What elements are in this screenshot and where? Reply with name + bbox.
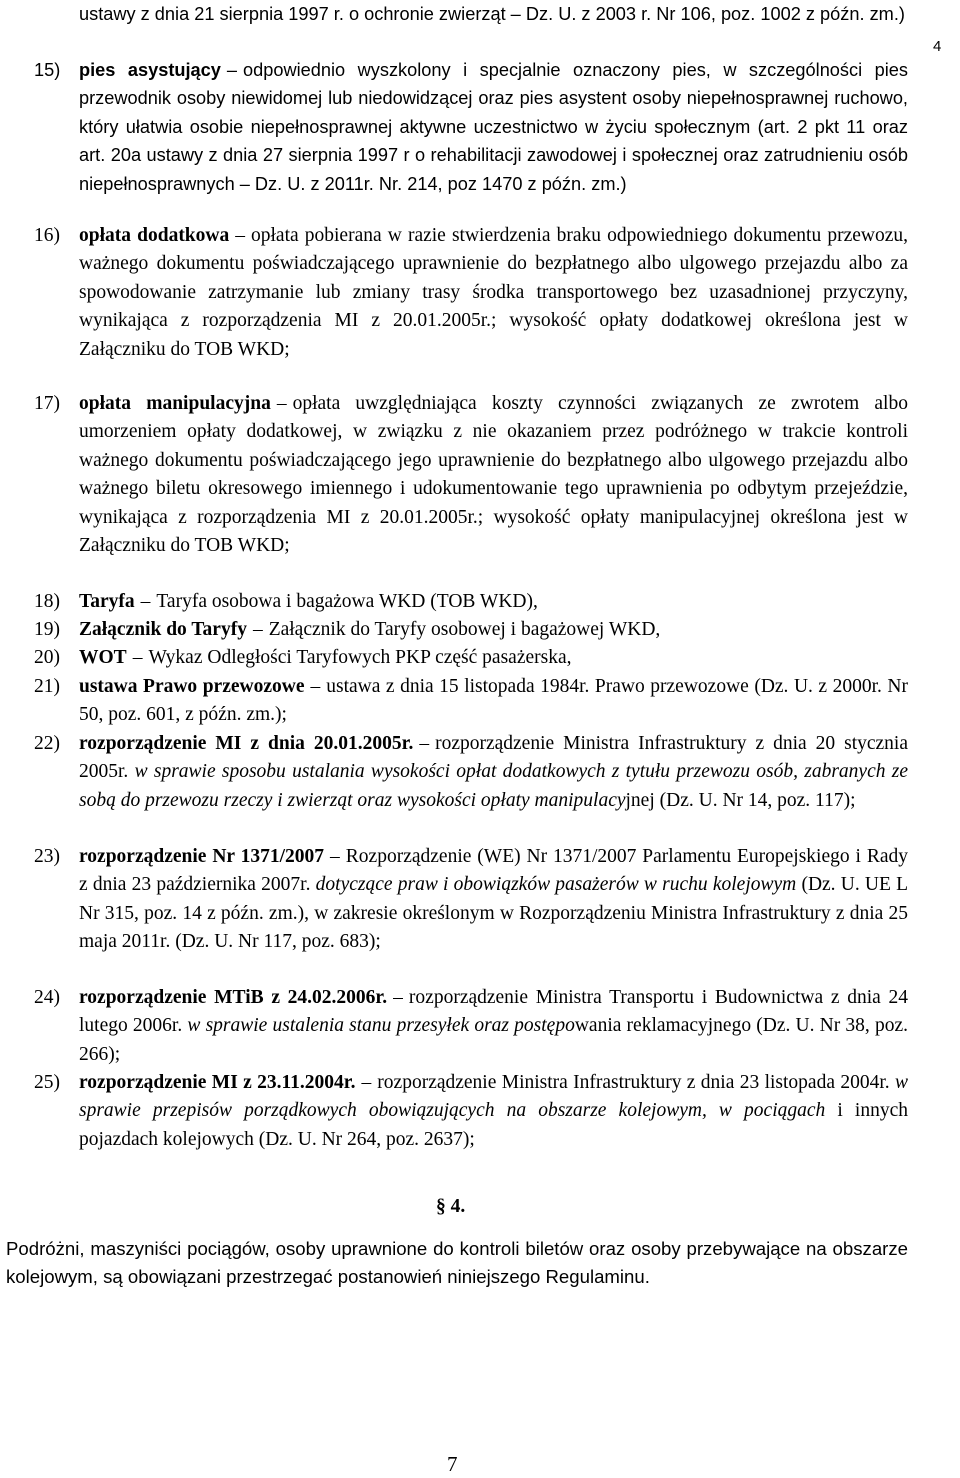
dash: – (361, 1072, 372, 1093)
dash: – (393, 987, 403, 1008)
definition-tail: jnej (Dz. U. Nr 14, poz. 117); (625, 789, 856, 811)
item-number: 17) (34, 393, 60, 414)
definition-item (34, 1069, 908, 1154)
continuation-text: ustawy z dnia 21 sierpnia 1997 r. o ochronie zwierząt – Dz. U. z 2003 r. Nr 106, poz. 1002 z późn. zm.) (79, 4, 905, 24)
definition-item (34, 616, 908, 644)
section-heading: § 4. (436, 1196, 466, 1217)
item-number: 15) (34, 60, 61, 80)
dash: – (226, 60, 238, 80)
definition-text: opłata uwzględniająca koszty czynności związanych ze zwrotem albo umorzeniem opłaty dodatkowej, w związku z nie okazaniem przez podróżnego w trakcie kontroli ważnego dokumentu poświadczającego jego uprawnienie do bezpłatnego albo ulgowego przejazdu albo ważnego biletu okresowego imiennego i udokumentowanie tego uprawnienia po odbytym przejeździe, wynikająca z rozporządzenia MI z 20.01.2005r.; wysokość opłaty manipulacyjnej określona jest w Załączniku do TOB WKD; (79, 393, 908, 557)
definition-item (34, 390, 908, 560)
definition-item (34, 843, 908, 957)
closing-paragraph: Podróżni, maszyniści pociągów, osoby uprawnione do kontroli biletów oraz osoby przebywające na obszarze kolejowym, są obowiązani przestrzegać postanowień niniejszego Regulaminu. (6, 1238, 908, 1288)
defined-term: Załącznik do Taryfy (79, 619, 247, 640)
item-number: 18) (34, 591, 60, 612)
definition-text: rozporządzenie Ministra Infrastruktury z dnia 20 stycznia 2005r. (79, 733, 908, 783)
definition-text: opłata pobierana w razie stwierdzenia braku odpowiedniego dokumentu przewozu, ważnego dokumentu poświadczającego uprawnienie do bezpłatnego albo ulgowego przejazdu albo za spowodowanie zatrzymanie lub zmiany trasy środka transportowego bez uzasadnionej przyczyny, wynikająca z rozporządzenia MI z 20.01.2005r.; wysokość opłaty dodatkowej określona jest w Załączniku do TOB WKD; (79, 225, 908, 360)
item-number: 25) (34, 1072, 60, 1093)
margin-number: 4 (933, 38, 942, 55)
item-number: 24) (34, 987, 60, 1008)
act-title-italic: w sprawie sposobu ustalania wysokości opłat dodatkowych z tytułu przewozu osób, zabranych ze sobą do przewozu rzeczy i zwierząt oraz wysokości opłaty manipulacy (79, 761, 909, 811)
defined-term: rozporządzenie MI z dnia 20.01.2005r. (79, 733, 414, 754)
act-title-italic: w sprawie ustalenia stanu przesyłek oraz postępo (187, 1015, 575, 1037)
defined-term: Taryfa (79, 591, 135, 612)
act-title-italic: w sprawie przepisów porządkowych obowiązujących na obszarze kolejowym, w pociągach (79, 1072, 909, 1122)
dash: – (276, 393, 287, 414)
act-title-italic: dotyczące praw i obowiązków pasażerów w ruchu kolejowym (315, 874, 797, 896)
definition-text: Wykaz Odległości Taryfowych PKP część pasażerska, (148, 647, 572, 668)
definition-text: rozporządzenie Ministra Transportu i Budownictwa z dnia 24 lutego 2006r. (79, 987, 908, 1037)
item-number: 20) (34, 647, 60, 668)
definition-tail: wania reklamacyjnego (Dz. U. Nr 38, poz. 266); (79, 1015, 908, 1065)
defined-term: rozporządzenie MI z 23.11.2004r. (79, 1072, 356, 1093)
definition-text: odpowiednio wyszkolony i specjalnie oznaczony pies, w szczególności pies przewodnik osoby niewidomej lub niedowidzącej oraz pies asystent osoby niepełnosprawnej ruchowo, który ułatwia osobie niepełnosprawnej aktywne uczestnictwo w życiu społecznym (art. 2 pkt 11 oraz art. 20a ustawy z dnia 27 sierpnia 1997 r o rehabilitacji zawodowej i społecznej oraz zatrudnieniu osób niepełnosprawnych – Dz. U. z 2011r. Nr. 214, poz 1470 z późn. zm.) (79, 60, 908, 194)
defined-term: opłata dodatkowa (79, 225, 230, 246)
defined-term: rozporządzenie Nr 1371/2007 (79, 846, 325, 867)
definition-text: Rozporządzenie (WE) Nr 1371/2007 Parlamentu Europejskiego i Rady z dnia 23 października 2007r. (79, 846, 909, 896)
defined-term: ustawa Prawo przewozowe (79, 676, 305, 697)
dash: – (132, 647, 143, 668)
definition-tail: (Dz. U. UE L Nr 315, poz. 14 z późn. zm.), w zakresie określonym w Rozporządzeniu Ministra Infrastruktury z dnia 25 maja 2011r. (Dz. U. Nr 117, poz. 683); (79, 874, 909, 953)
dash: – (235, 225, 245, 246)
definition-item (34, 644, 908, 672)
definition-item (34, 56, 908, 198)
definition-item (34, 222, 908, 364)
defined-term: opłata manipulacyjna (79, 393, 271, 414)
definition-text: ustawa z dnia 15 listopada 1984r. Prawo przewozowe (Dz. U. z 2000r. Nr 50, poz. 601, z późn. zm.); (79, 676, 908, 726)
dash: – (252, 619, 263, 640)
page-number: 7 (447, 1452, 458, 1476)
definition-item (34, 588, 908, 616)
dash: – (330, 846, 340, 867)
definition-item (34, 730, 908, 815)
item-number: 23) (34, 846, 60, 867)
definition-text: rozporządzenie Ministra Infrastruktury z dnia 23 listopada 2004r. (377, 1072, 890, 1093)
defined-term: rozporządzenie MTiB z 24.02.2006r. (79, 987, 388, 1008)
item-number: 16) (34, 225, 60, 246)
defined-term: pies asystujący (79, 60, 221, 80)
item-number: 22) (34, 733, 60, 754)
definition-tail: i innych pojazdach kolejowych (Dz. U. Nr 264, poz. 2637); (79, 1100, 908, 1150)
definition-item (34, 673, 908, 730)
item-number: 19) (34, 619, 60, 640)
item-number: 21) (34, 676, 60, 697)
definition-text: Taryfa osobowa i bagażowa WKD (TOB WKD), (156, 591, 538, 612)
dash: – (310, 676, 321, 697)
defined-term: WOT (79, 647, 127, 668)
dash: – (419, 733, 430, 754)
definition-text: Załącznik do Taryfy osobowej i bagażowej WKD, (268, 619, 661, 640)
definition-item (34, 984, 908, 1069)
dash: – (140, 591, 151, 612)
